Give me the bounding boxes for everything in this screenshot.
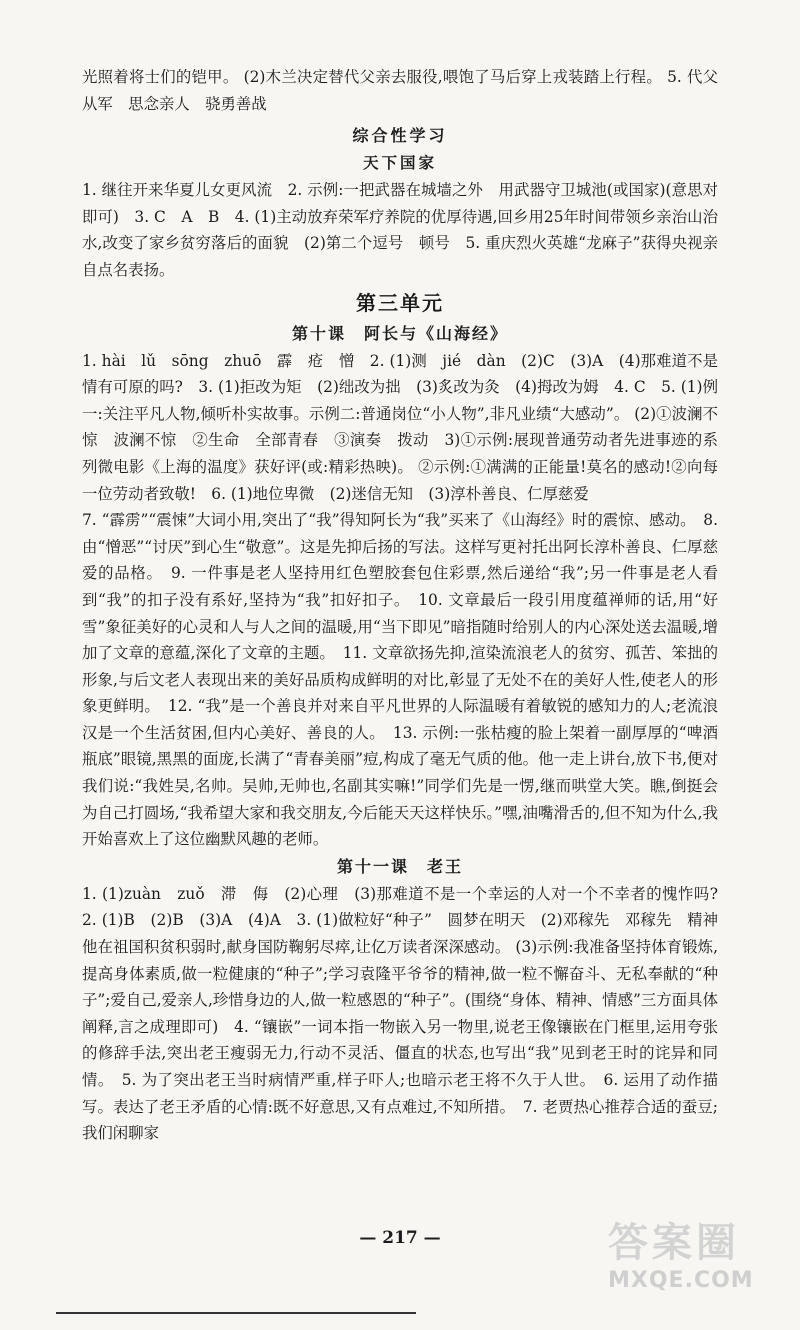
lesson-10-answers-part2: 7. “霹雳”“震悚”大词小用,突出了“我”得知阿长为“我”买来了《山海经》时的震惊、感动。 8. 由“憎恶”“讨厌”到心生“敬意”。这是先抑后扬的写法。这样写更衬托出阿长淳朴善良、仁厚慈爱的品格。 9. 一件事是老人坚持用红色塑胶套包住彩票,然后递给“我”;另一件事是老人看到“我”的扣子没有系好,坚持为“我”扣好扣子。 10. 文章最后一段引用度蕴禅师的话,用“好雪”象征美好的心灵和人与人之间的温暖,用“当下即见”暗指随时给别人的内心深处送去温暖,增加了文章的意蕴,深化了文章的主题。 11. 文章欲扬先抑,渲染流浪老人的贫穷、孤苦、笨拙的形象,与后文老人表现出来的美好品质构成鲜明的对比,彰显了无处不在的美好人性,使老人的形象更鲜明。 12. “我”是一个善良并对来自平凡世界的人际温暖有着敏锐的感知力的人;老流浪汉是一个生活贫困,但内心美好、善良的人。 13. 示例:一张枯瘦的脸上架着一副厚厚的“啤酒瓶底”眼镜,黑黑的面庞,长满了“青春美丽”痘,构成了毫无气质的他。他一走上讲台,放下书,便对我们说:“我姓吴,名帅。吴帅,无帅也,名副其实嘛!”同学们先是一愣,继而哄堂大笑。瞧,倒挺会为自己打圆场,“我希望大家和我交朋友,今后能天天这样快乐。”嘿,油嘴滑舌的,但不知为什么,我开始喜欢上了这位幽默风趣的老师。: [82, 511, 718, 849]
lesson-11-answers: 1. (1)zuàn zuǒ 滞 侮 (2)心理 (3)那难道不是一个幸运的人对一个不幸者的愧怍吗? 2. (1)B (2)B (3)A (4)A 3. (1)做粒好“种子” 圆梦在明天 (2)邓稼先 邓稼先 精神 他在祖国积贫积弱时,献身国防鞠躬尽瘁,让亿万读者深深感动。 (3)示例:我准备坚持体育锻炼,提高身体素质,做一粒健康的“种子”;学习袁隆平爷爷的精神,做一粒不懈奋斗、无私奉献的“种子”;爱自己,爱亲人,珍惜身边的人,做一粒感恩的“种子”。(围绕“身体、精神、情感”三方面具体阐释,言之成理即可) 4. “镶嵌”一词本指一物嵌入另一物里,说老王像镶嵌在门框里,运用夸张的修辞手法,突出老王瘦弱无力,行动不灵活、僵直的状态,也写出“我”见到老王时的诧异和同情。 5. 为了突出老王当时病情严重,样子吓人;也暗示老王将不久于人世。 6. 运用了动作描写。表达了老王矛盾的心情:既不好意思,又有点难过,不知所措。 7. 老贾热心推荐合适的蚕豆;我们闲聊家: [82, 884, 734, 1143]
section-heading-comprehensive: 综合性学习: [352, 126, 448, 146]
lesson-10-heading: 第十课 阿长与《山海经》: [291, 323, 508, 343]
watermark-text: 答案圈: [608, 1220, 740, 1266]
lesson-10-answers-part1: 1. hài lǔ sōng zhuō 霹 疮 憎 2. (1)测 jié dàn (2)C (3)A (4)那难道不是情有可原的吗? 3. (1)拒改为矩 (2)绌改为拙 (3)炙改为灸 (4)拇改为姆 4. C 5. (1)例一:关注平凡人物,倾听朴实故事。示例二:普通岗位“小人物”,非凡业绩“大感动”。 (2)①波澜不惊 波澜不惊 ②生命 全部青春 ③演奏 拨动 3)①示例:展现普通劳动者先进事迹的系列微电影《上海的温度》获好评(或:精彩热映)。 ②示例:①满满的正能量!莫名的感动!②向每一位劳动者致敬! 6. (1)地位卑微 (2)迷信无知 (3)淳朴善良、仁厚慈爱: [82, 351, 718, 503]
page-number: — 217 —: [359, 1228, 441, 1248]
lesson-11-heading: 第十一课 老王: [336, 856, 463, 876]
unit-heading: 第三单元: [356, 290, 444, 315]
watermark-logo: [608, 1218, 776, 1318]
page-content: [82, 64, 734, 1147]
watermark-url: MXQE.COM: [608, 1268, 754, 1293]
comprehensive-answers: 1. 继往开来华夏儿女更风流 2. 示例:一把武器在城墙之外 用武器守卫城池(或国家)(意思对即可) 3. C A B 4. (1)主动放弃荣军疗养院的优厚待遇,回乡用25年时间带领乡亲治山治水,改变了家乡贫穷落后的面貌 (2)第二个逗号 顿号 5. 重庆烈火英雄“龙麻子”获得央视亲自点名表扬。: [82, 181, 718, 279]
intro-paragraph: 光照着将士们的铠甲。 (2)木兰决定替代父亲去服役,喂饱了马后穿上戎装踏上行程。 5. 代父从军 思念亲人 骁勇善战: [82, 68, 718, 113]
bottom-rule: [56, 1312, 416, 1314]
section-subheading: 天下国家: [362, 153, 437, 173]
